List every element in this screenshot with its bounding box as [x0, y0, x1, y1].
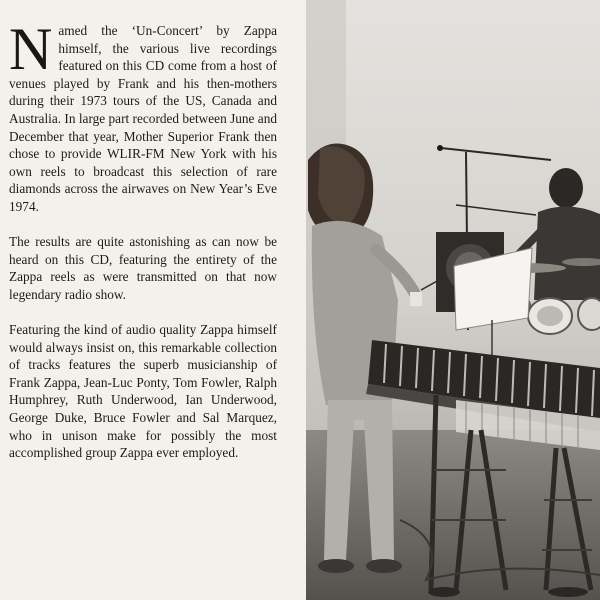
paragraph-2: The results are quite astonishing as can now be heard on this CD, featuring the entirety of the Zappa reels as were transmitted on that now legendary radio show.	[9, 234, 277, 302]
paragraph-1-text: amed the ‘Un-Concert’ by Zappa himself, the various live recordings featured on this CD come from a host of venues played by Frank and his then-mothers during their 1973 tours of the US, Canada and Australia. In large part recorded between June and December that year, Mother Superior Frank then chose to provide WLIR-FM New York with his own reels to broadcast this selection of rare diamonds across the airwaves on New Year’s Eve 1974.	[9, 23, 277, 214]
paragraph-1	[9, 16, 277, 216]
concert-photo	[306, 0, 600, 600]
drop-cap-letter: N	[9, 16, 53, 82]
article-text	[9, 16, 277, 479]
paragraph-3: Featuring the kind of audio quality Zappa himself would always insist on, this remarkable collection of tracks features the superb musicianship of Frank Zappa, Jean-Luc Ponty, Tom Fowler, Ralph Humphrey, Ruth Underwood, Ian Underwood, George Duke, Bruce Fowler and Sal Marquez, who in unison make for possibly the most accomplished group Zappa ever employed.	[9, 322, 277, 461]
concert-photo-illustration	[306, 0, 600, 600]
